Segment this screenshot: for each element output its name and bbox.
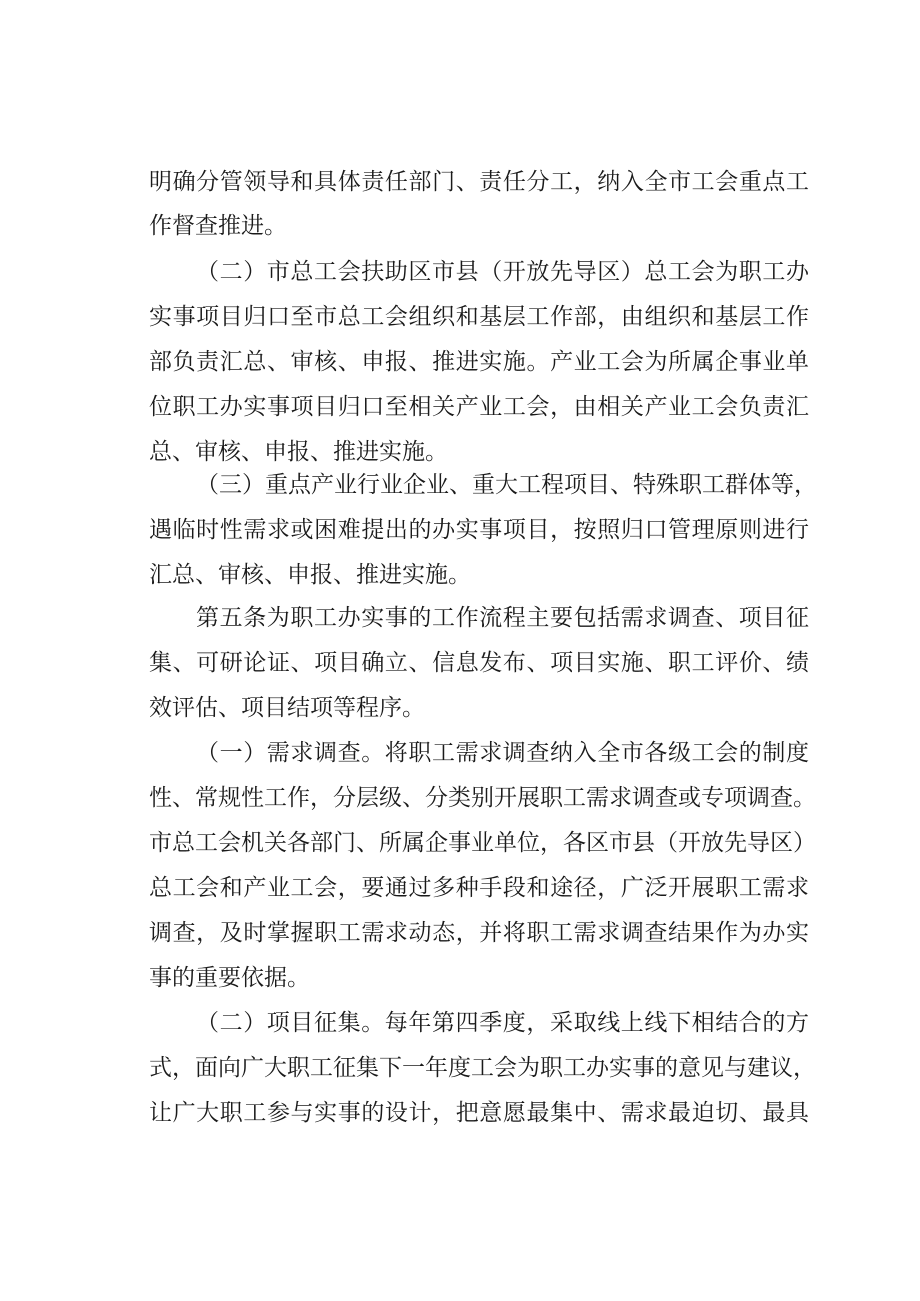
text-line-9: 遇临时性需求或困难提出的办实事项目，按照归口管理原则进行	[149, 517, 809, 543]
text-line-12: 集、可研论证、项目确立、信息发布、项目实施、职工评价、绩	[149, 650, 809, 676]
text-line-16: 市总工会机关各部门、所属企事业单位，各区市县（开放先导区）	[149, 830, 816, 856]
text-line-5: 部负责汇总、审核、申报、推进实施。产业工会为所属企事业单	[149, 349, 809, 375]
text-line-3: （二）市总工会扶助区市县（开放先导区）总工会为职工办	[196, 259, 809, 285]
text-line-14: （一）需求调查。将职工需求调查纳入全市各级工会的制度	[196, 740, 809, 766]
text-line-19: 事的重要依据。	[149, 965, 310, 991]
text-line-13: 效评估、项目结项等程序。	[149, 695, 425, 721]
text-line-20: （二）项目征集。每年第四季度，采取线上线下相结合的方	[196, 1010, 809, 1036]
text-line-6: 位职工办实事项目归口至相关产业工会，由相关产业工会负责汇	[149, 394, 809, 420]
text-line-17: 总工会和产业工会，要通过多种手段和途径，广泛开展职工需求	[149, 875, 809, 901]
text-line-1: 明确分管领导和具体责任部门、责任分工，纳入全市工会重点工	[149, 169, 809, 195]
text-line-11: 第五条为职工办实事的工作流程主要包括需求调查、项目征	[196, 605, 809, 631]
text-line-7: 总、审核、申报、推进实施。	[149, 439, 448, 465]
text-line-10: 汇总、审核、申报、推进实施。	[149, 562, 471, 588]
text-line-4: 实事项目归口至市总工会组织和基层工作部，由组织和基层工作	[149, 304, 809, 330]
text-line-2: 作督查推进。	[149, 213, 287, 239]
text-line-15: 性、常规性工作，分层级、分类别开展职工需求调查或专项调查。	[149, 785, 816, 811]
text-line-8: （三）重点产业行业企业、重大工程项目、特殊职工群体等，	[196, 472, 817, 498]
text-line-18: 调查，及时掌握职工需求动态，并将职工需求调查结果作为办实	[149, 920, 809, 946]
text-line-22: 让广大职工参与实事的设计，把意愿最集中、需求最迫切、最具	[149, 1100, 809, 1126]
text-line-21: 式，面向广大职工征集下一年度工会为职工办实事的意见与建议，	[149, 1055, 816, 1081]
